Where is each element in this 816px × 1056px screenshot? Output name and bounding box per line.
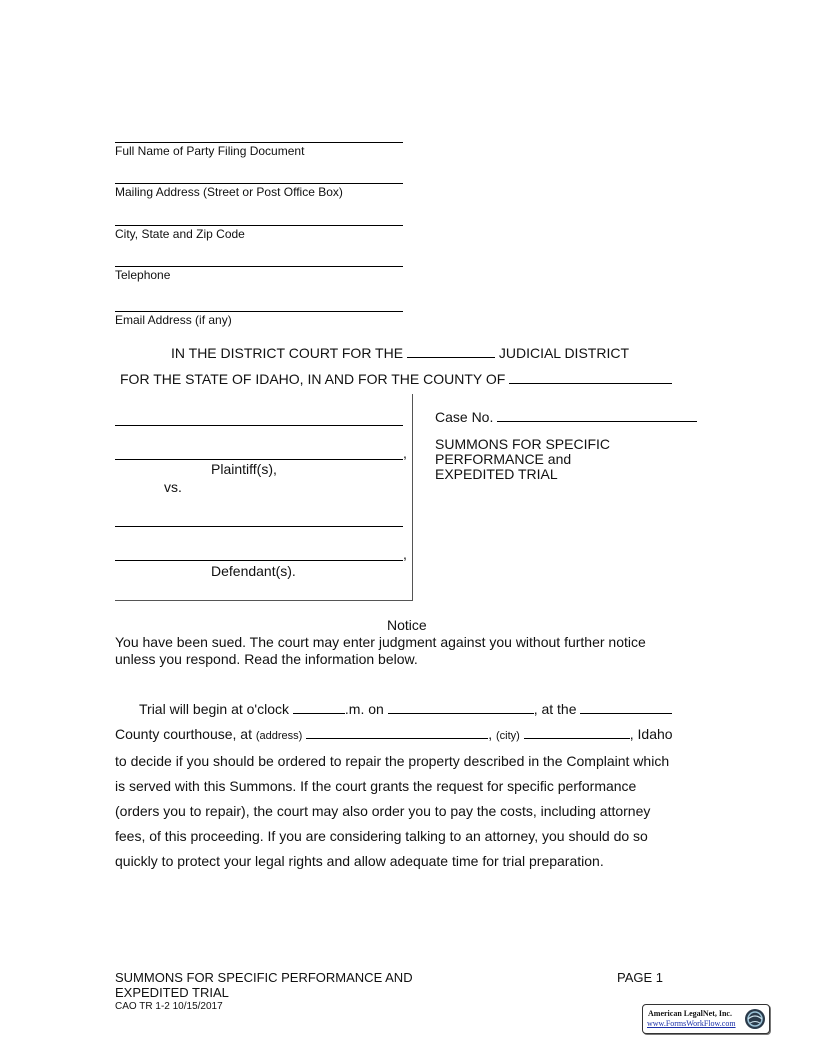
address-comma: , [488,726,493,742]
trial-line-7: quickly to protect your legal rights and allow adequate time for trial preparation. [115,853,604,869]
courthouse-label: County courthouse, at [115,726,252,742]
city-hint: (city) [496,730,520,742]
defendant-line-1[interactable] [115,526,403,527]
trial-at-the-label: , at the [533,701,577,717]
trial-county-field[interactable] [580,699,672,714]
trial-paragraph [115,697,715,874]
case-no-label: Case No. [435,409,494,425]
case-number-field[interactable] [497,407,697,422]
trial-line-5: (orders you to repair), the court may also order you to pay the costs, including attorney [115,803,651,819]
case-number-row [435,407,697,425]
trial-date-field[interactable] [388,699,534,714]
courthouse-address-field[interactable] [306,724,488,739]
full-name-line[interactable] [115,142,403,143]
document-title [435,437,610,482]
caption-bottom-border [115,600,413,601]
courthouse-city-field[interactable] [524,724,630,739]
trial-line-3: to decide if you should be ordered to repair the property described in the Complaint which [115,753,670,769]
county-field[interactable] [509,369,672,384]
defendant-comma: , [403,546,407,562]
defendant-label: Defendant(s). [211,563,296,579]
trial-time-label: Trial will begin at o'clock [139,701,289,717]
logo-url: www.FormsWorkFlow.com [647,1019,736,1028]
page-number: PAGE 1 [617,970,664,985]
footer-title [115,970,413,1000]
city-state-zip-label: City, State and Zip Code [115,227,245,241]
trial-line-6: fees, of this proceeding. If you are considering talking to an attorney, you should do so [115,828,648,844]
trial-line-1 [115,697,715,722]
notice-line-2: unless you respond. Read the information below. [115,651,418,667]
address-hint: (address) [255,730,303,742]
logo-company: American LegalNet, Inc. [648,1009,732,1018]
trial-meridiem-label: .m. on [344,701,384,717]
court-line2-prefix: FOR THE STATE OF IDAHO, IN AND FOR THE COUNTY OF [120,371,506,387]
trial-time-field[interactable] [293,699,345,714]
court-line1-prefix: IN THE DISTRICT COURT FOR THE [171,345,404,361]
caption-vertical-divider [412,394,413,600]
court-line-2 [120,369,672,387]
telephone-label: Telephone [115,268,171,282]
city-state-zip-line[interactable] [115,225,403,226]
trial-line-4: is served with this Summons. If the court grants the request for specific performance [115,778,637,794]
document-title-line-2: PERFORMANCE and [435,451,572,467]
form-code: CAO TR 1-2 10/15/2017 [115,1001,223,1012]
plaintiff-line-1[interactable] [115,425,403,426]
idaho-label: , Idaho [629,726,673,742]
judicial-district-field[interactable] [407,343,495,358]
notice-body [115,634,646,668]
notice-heading: Notice [387,617,427,633]
globe-icon [744,1008,766,1030]
email-line[interactable] [115,311,403,312]
trial-line-2 [115,722,715,749]
telephone-line[interactable] [115,266,403,267]
mailing-address-line[interactable] [115,183,403,184]
document-title-line-3: EXPEDITED TRIAL [435,466,558,482]
full-name-label: Full Name of Party Filing Document [115,144,305,158]
legalnet-logo[interactable] [642,1004,770,1034]
notice-line-1: You have been sued. The court may enter judgment against you without further notice [115,634,646,650]
plaintiff-label: Plaintiff(s), [211,461,277,477]
email-label: Email Address (if any) [115,313,232,327]
plaintiff-line-2[interactable] [115,459,403,460]
vs-label: vs. [164,479,182,495]
defendant-line-2[interactable] [115,560,403,561]
court-line1-suffix: JUDICIAL DISTRICT [498,345,629,361]
plaintiff-comma: , [403,445,407,461]
mailing-address-label: Mailing Address (Street or Post Office Box) [115,185,343,199]
footer-title-line-2: EXPEDITED TRIAL [115,985,229,1000]
footer-title-line-1: SUMMONS FOR SPECIFIC PERFORMANCE AND [115,970,413,985]
document-title-line-1: SUMMONS FOR SPECIFIC [435,436,611,452]
court-line-1 [171,343,629,361]
